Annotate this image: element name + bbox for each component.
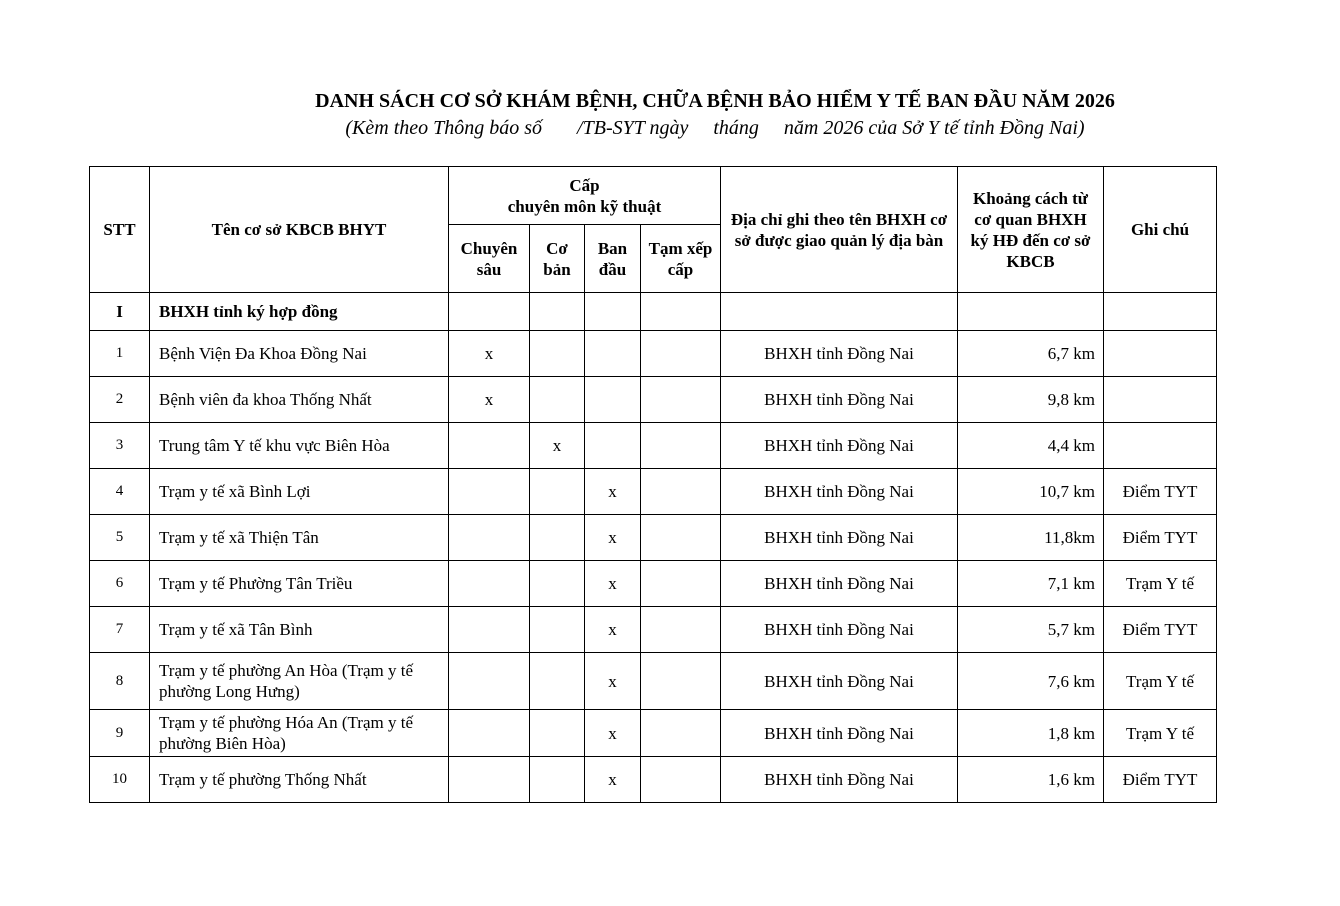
cell-facility-name: Trạm y tế phường Hóa An (Trạm y tế phường Biên Hòa) xyxy=(150,710,449,757)
cell-facility-name: Trạm y tế xã Thiện Tân xyxy=(150,515,449,561)
cell-co-ban xyxy=(530,561,585,607)
cell-co-ban: x xyxy=(530,423,585,469)
cell-chuyen-sau xyxy=(449,607,530,653)
cell-note: Điểm TYT xyxy=(1104,515,1217,561)
table-row xyxy=(90,423,1217,469)
cell-address: BHXH tỉnh Đồng Nai xyxy=(721,377,958,423)
header-co-ban: Cơ bản xyxy=(530,225,585,293)
cell-stt: 8 xyxy=(90,653,150,710)
cell-distance: 11,8km xyxy=(958,515,1104,561)
cell-tam-xep-cap xyxy=(641,423,721,469)
cell-address: BHXH tỉnh Đồng Nai xyxy=(721,515,958,561)
cell-co-ban xyxy=(530,469,585,515)
cell-address: BHXH tỉnh Đồng Nai xyxy=(721,561,958,607)
cell-ban-dau: x xyxy=(585,469,641,515)
cell-chuyen-sau: x xyxy=(449,377,530,423)
cell-co-ban xyxy=(530,331,585,377)
cell-stt: 7 xyxy=(90,607,150,653)
cell-address: BHXH tỉnh Đồng Nai xyxy=(721,653,958,710)
cell-ban-dau xyxy=(585,423,641,469)
cell-chuyen-sau xyxy=(449,561,530,607)
cell-ban-dau: x xyxy=(585,607,641,653)
cell-tam-xep-cap xyxy=(641,607,721,653)
cell-co-ban xyxy=(530,515,585,561)
cell-ban-dau: x xyxy=(585,710,641,757)
header-chuyen-sau: Chuyên sâu xyxy=(449,225,530,293)
header-stt: STT xyxy=(90,167,150,293)
cell-note xyxy=(1104,423,1217,469)
cell-co-ban xyxy=(530,377,585,423)
cell-distance: 7,1 km xyxy=(958,561,1104,607)
table-row xyxy=(90,710,1217,757)
cell-address: BHXH tỉnh Đồng Nai xyxy=(721,757,958,803)
cell-chuyen-sau xyxy=(449,515,530,561)
cell-stt: 2 xyxy=(90,377,150,423)
table-row xyxy=(90,561,1217,607)
cell-note xyxy=(1104,331,1217,377)
document-subtitle: (Kèm theo Thông báo số /TB-SYT ngày tháng năm 2026 của Sở Y tế tỉnh Đồng Nai) xyxy=(345,117,1085,139)
cell-stt: 5 xyxy=(90,515,150,561)
cell-note: Trạm Y tế xyxy=(1104,561,1217,607)
header-tam-xep-cap: Tạm xếp cấp xyxy=(641,225,721,293)
cell-ban-dau xyxy=(585,331,641,377)
cell-note xyxy=(1104,377,1217,423)
cell-distance: 10,7 km xyxy=(958,469,1104,515)
cell-distance: 6,7 km xyxy=(958,331,1104,377)
cell-tam-xep-cap xyxy=(641,710,721,757)
cell-facility-name: Trạm y tế phường An Hòa (Trạm y tế phường Long Hưng) xyxy=(150,653,449,710)
cell-note: Trạm Y tế xyxy=(1104,710,1217,757)
table-row xyxy=(90,331,1217,377)
cell-note: Điểm TYT xyxy=(1104,607,1217,653)
section-stt: I xyxy=(90,293,150,331)
cell-ban-dau: x xyxy=(585,515,641,561)
cell-ban-dau: x xyxy=(585,653,641,710)
cell-facility-name: Trạm y tế xã Tân Bình xyxy=(150,607,449,653)
section-name: BHXH tỉnh ký hợp đồng xyxy=(150,293,449,331)
cell-address: BHXH tỉnh Đồng Nai xyxy=(721,710,958,757)
cell-co-ban xyxy=(530,710,585,757)
header-note: Ghi chú xyxy=(1104,167,1217,293)
header-technical-level-line1: Cấp xyxy=(569,175,600,195)
cell-facility-name: Bệnh Viện Đa Khoa Đồng Nai xyxy=(150,331,449,377)
cell-facility-name: Trạm y tế xã Bình Lợi xyxy=(150,469,449,515)
cell-tam-xep-cap xyxy=(641,515,721,561)
header-address: Địa chỉ ghi theo tên BHXH cơ sở được giao quản lý địa bàn xyxy=(721,167,958,293)
cell-stt: 4 xyxy=(90,469,150,515)
cell-chuyen-sau xyxy=(449,653,530,710)
header-technical-level-line2: chuyên môn kỹ thuật xyxy=(507,196,662,216)
cell-chuyen-sau xyxy=(449,710,530,757)
cell-distance: 5,7 km xyxy=(958,607,1104,653)
cell-distance: 1,6 km xyxy=(958,757,1104,803)
cell-distance: 9,8 km xyxy=(958,377,1104,423)
table-row xyxy=(90,757,1217,803)
table-row xyxy=(90,607,1217,653)
cell-ban-dau: x xyxy=(585,757,641,803)
cell-co-ban xyxy=(530,653,585,710)
cell-facility-name: Trạm y tế Phường Tân Triều xyxy=(150,561,449,607)
table-row xyxy=(90,653,1217,710)
cell-address: BHXH tỉnh Đồng Nai xyxy=(721,331,958,377)
cell-stt: 10 xyxy=(90,757,150,803)
cell-chuyen-sau xyxy=(449,757,530,803)
cell-tam-xep-cap xyxy=(641,377,721,423)
cell-chuyen-sau xyxy=(449,469,530,515)
cell-distance: 4,4 km xyxy=(958,423,1104,469)
cell-facility-name: Bệnh viên đa khoa Thống Nhất xyxy=(150,377,449,423)
cell-distance: 7,6 km xyxy=(958,653,1104,710)
cell-distance: 1,8 km xyxy=(958,710,1104,757)
cell-tam-xep-cap xyxy=(641,561,721,607)
cell-chuyen-sau xyxy=(449,423,530,469)
cell-facility-name: Trạm y tế phường Thống Nhất xyxy=(150,757,449,803)
cell-tam-xep-cap xyxy=(641,757,721,803)
header-technical-level xyxy=(449,167,721,225)
cell-address: BHXH tỉnh Đồng Nai xyxy=(721,469,958,515)
cell-chuyen-sau: x xyxy=(449,331,530,377)
cell-ban-dau xyxy=(585,377,641,423)
cell-tam-xep-cap xyxy=(641,469,721,515)
facility-table xyxy=(89,166,1217,803)
cell-note: Điểm TYT xyxy=(1104,469,1217,515)
cell-address: BHXH tỉnh Đồng Nai xyxy=(721,423,958,469)
table-row xyxy=(90,377,1217,423)
document-title: DANH SÁCH CƠ SỞ KHÁM BỆNH, CHỮA BỆNH BẢO HIỂM Y TẾ BAN ĐẦU NĂM 2026 xyxy=(315,90,1115,112)
cell-stt: 6 xyxy=(90,561,150,607)
cell-note: Trạm Y tế xyxy=(1104,653,1217,710)
cell-tam-xep-cap xyxy=(641,331,721,377)
cell-stt: 9 xyxy=(90,710,150,757)
header-facility-name: Tên cơ sở KBCB BHYT xyxy=(150,167,449,293)
cell-stt: 1 xyxy=(90,331,150,377)
section-row xyxy=(90,293,1217,331)
cell-co-ban xyxy=(530,757,585,803)
cell-stt: 3 xyxy=(90,423,150,469)
header-distance: Khoảng cách từ cơ quan BHXH ký HĐ đến cơ sở KBCB xyxy=(958,167,1104,293)
cell-ban-dau: x xyxy=(585,561,641,607)
table-row xyxy=(90,515,1217,561)
cell-co-ban xyxy=(530,607,585,653)
header-ban-dau: Ban đầu xyxy=(585,225,641,293)
cell-address: BHXH tỉnh Đồng Nai xyxy=(721,607,958,653)
cell-facility-name: Trung tâm Y tế khu vực Biên Hòa xyxy=(150,423,449,469)
table-row xyxy=(90,469,1217,515)
cell-note: Điểm TYT xyxy=(1104,757,1217,803)
cell-tam-xep-cap xyxy=(641,653,721,710)
